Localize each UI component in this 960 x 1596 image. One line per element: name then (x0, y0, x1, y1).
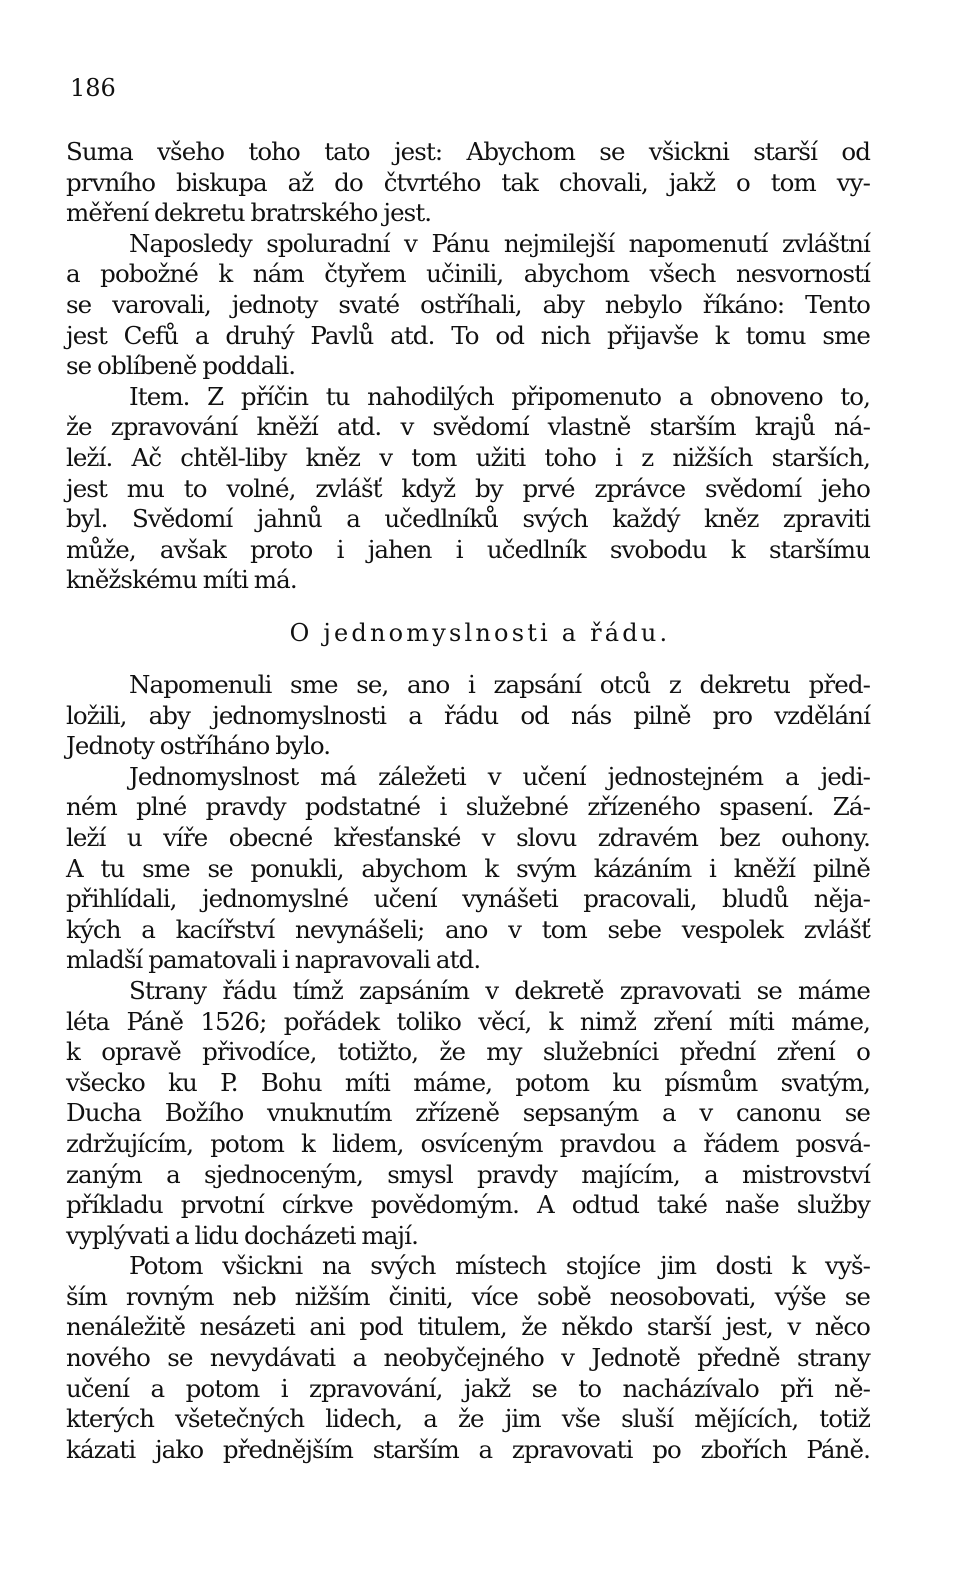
text-line: Potom všickni na svých místech stojíce jim dosti k vyš- (129, 1251, 870, 1281)
text-line: Strany řádu tímž zapsáním v dekretě zpravovati se máme (129, 975, 870, 1005)
text-line: že zpravování kněží atd. v svědomí vlastně starším krajů ná- (66, 412, 870, 442)
text-line: prvního biskupa až do čtvrtého tak chovali, jakž o tom vy- (66, 167, 870, 197)
text-line: zdržujícím, potom k lidem, osvíceným pravdou a řádem posvá- (66, 1128, 870, 1158)
text-line: mladší pamatovali i napravovali atd. (66, 945, 481, 975)
text-block-2 (66, 670, 870, 1465)
page-number: 186 (70, 74, 116, 102)
text-line: nenáležitě nesázeti ani pod titulem, že někdo starší jest, v něco (66, 1312, 870, 1342)
text-line: Napomenuli sme se, ano i zapsání otců z dekretu před- (129, 670, 870, 699)
text-block-1 (66, 137, 870, 596)
text-line: kých a kacířství nevynášeli; ano v tom sebe vespolek zvlášť (66, 914, 870, 944)
text-line: leží. Ač chtěl-liby kněz v tom užiti toho i z nižších starších, (66, 442, 870, 472)
text-line: kněžskému míti má. (66, 565, 297, 595)
text-line: zaným a sjednoceným, smysl pravdy majícím, a mistrovství (66, 1159, 870, 1189)
text-line: Jednomyslnost má záležeti v učení jednostejném a jedi- (129, 761, 870, 791)
text-line: kterých všetečných lidech, a že jim vše sluší mějících, totiž (66, 1404, 870, 1434)
text-line: ším rovným neb nižším činiti, více sobě neosobovati, výše se (66, 1281, 870, 1311)
text-line: měření dekretu bratrského jest. (66, 198, 432, 228)
text-line: se varovali, jednoty svaté ostříhali, aby nebylo říkáno: Tento (66, 289, 870, 319)
text-line: příkladu prvotní církve povědomým. A odtud také naše služby (66, 1190, 870, 1220)
text-line: leží u víře obecné křesťanské v slovu zdravém bez ouhony. (66, 822, 870, 852)
text-line: Suma všeho toho tato jest: Abychom se všickni starší od (66, 137, 870, 166)
text-line: všecko ku P. Bohu míti máme, potom ku písmům svatým, (66, 1067, 870, 1097)
text-line: Jednoty ostříháno bylo. (66, 731, 331, 761)
text-line: jest mu to volné, zvlášť když by prvé zprávce svědomí jeho (66, 473, 870, 503)
section-heading: O jednomyslnosti a řádu. (289, 619, 671, 647)
text-line: k opravě přivodíce, totižto, že my služebníci přední zření o (66, 1037, 870, 1067)
text-line: A tu sme se ponukli, abychom k svým kázáním i kněží pilně (66, 853, 870, 883)
text-line: jest Cefů a druhý Pavlů atd. To od nich přijavše k tomu sme (66, 320, 870, 350)
text-line: Naposledy spoluradní v Pánu nejmilejší napomenutí zvláštní (129, 228, 870, 258)
text-line: a pobožné k nám čtyřem učinili, abychom všech nesvorností (66, 259, 870, 289)
text-line: může, avšak proto i jahen i učedlník svobodu k staršímu (66, 534, 870, 564)
text-line: léta Páně 1526; pořádek toliko věcí, k nimž zření míti máme, (66, 1006, 870, 1036)
text-line: vyplývati a lidu docházeti mají. (66, 1220, 418, 1250)
text-line: nového se nevydávati a neobyčejného v Jednotě předně strany (66, 1343, 870, 1373)
text-line: učení a potom i zpravování, jakž se to nacházívalo při ně- (66, 1373, 870, 1403)
text-line: se oblíbeně poddali. (66, 351, 296, 381)
text-line: byl. Svědomí jahnů a učedlníků svých každý kněz zpraviti (66, 504, 870, 534)
text-line: kázati jako přednějším starším a zpravovati po zbořích Páně. (66, 1434, 870, 1464)
text-line: ložili, aby jednomyslnosti a řádu od nás pilně pro vzdělání (66, 700, 870, 730)
text-line: Item. Z příčin tu nahodilých připomenuto a obnoveno to, (129, 381, 870, 411)
text-line: ném plné pravdy podstatné i služebné zřízeného spasení. Zá- (66, 792, 870, 822)
text-line: přihlídali, jednomyslné učení vynášeti pracovali, bludů něja- (66, 884, 870, 914)
text-line: Ducha Božího vnuknutím zřízeně sepsaným a v canonu se (66, 1098, 870, 1128)
